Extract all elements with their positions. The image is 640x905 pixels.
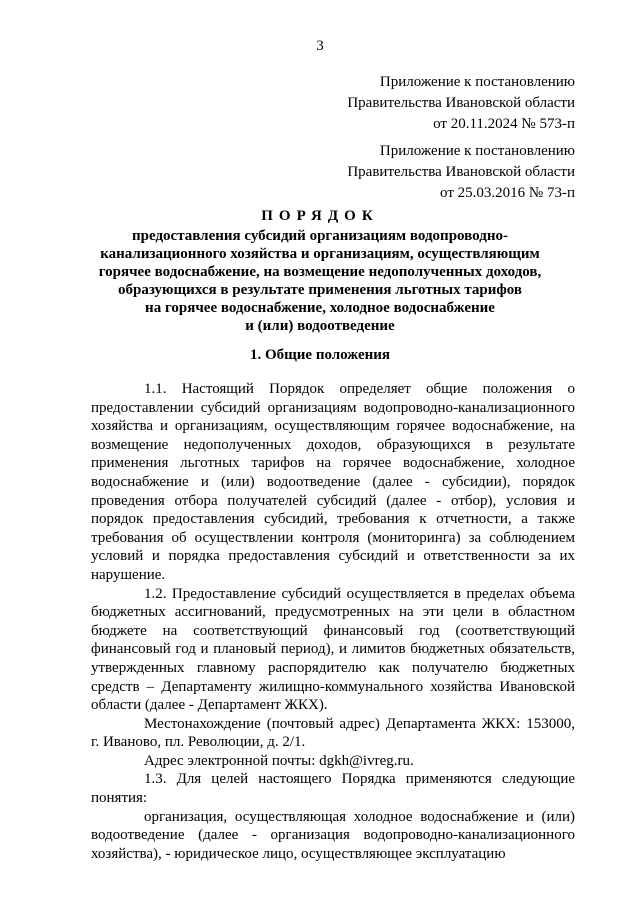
title-heading: ПОРЯДОК	[261, 208, 379, 224]
document-title	[60, 207, 580, 335]
paragraph-address: Местонахождение (почтовый адрес) Департамента ЖКХ: 153000, г. Иваново, пл. Революции, д. 2/1.	[91, 715, 575, 751]
appendix-line: Приложение к постановлению	[379, 143, 575, 159]
title-line: предоставления субсидий организациям водопроводно-	[132, 228, 508, 244]
title-line: канализационного хозяйства и организациям, осуществляющим	[100, 246, 540, 262]
appendix-date: от 20.11.2024 № 573-п	[433, 116, 575, 132]
paragraph-email: Адрес электронной почты: dgkh@ivreg.ru.	[144, 752, 414, 769]
section-heading: 1. Общие положения	[249, 347, 391, 363]
appendix-reference-current	[347, 72, 575, 135]
page-number: 3	[316, 38, 324, 54]
appendix-line: Правительства Ивановской области	[347, 95, 575, 111]
paragraph-1-3: 1.3. Для целей настоящего Порядка применяются следующие понятия:	[91, 771, 575, 807]
appendix-line: Приложение к постановлению	[379, 74, 575, 90]
appendix-reference-original	[347, 141, 575, 204]
paragraph-definition: организация, осуществляющая холодное водоснабжение и (или) водоотведение (далее - организация водопроводно-канализационного хозяйства), - юридическое лицо, осуществляющее эксплуатацию	[91, 808, 575, 862]
paragraph-1-2: 1.2. Предоставление субсидий осуществляется в пределах объема бюджетных ассигнований, предусмотренных на эти цели в областном бюджете на соответствующий финансовый год (соответствующий финансовый год и плановый период), и лимитов бюджетных обязательств, утвержденных главному распорядителю как получателю бюджетных средств – Департаменту жилищно-коммунального хозяйства Ивановской области (далее - Департамент ЖКХ).	[91, 585, 575, 714]
title-line: образующихся в результате применения льготных тарифов	[118, 282, 522, 298]
title-line: и (или) водоотведение	[245, 318, 395, 334]
paragraph-1-1: 1.1. Настоящий Порядок определяет общие положения о предоставлении субсидий организациям водопроводно-канализационного хозяйства и организациям, осуществляющим горячее водоснабжение, на возмещение недополученных доходов, образующихся в результате применения льготных тарифов на горячее водоснабжение, холодное водоснабжение и (или) водоотведение (далее - субсидии), порядок проведения отбора получателей субсидий (далее - отбор), условия и порядок предоставления субсидий, требования к отчетности, а также требования об осуществлении контроля (мониторинга) за соблюдением условий и порядка предоставления субсидий и ответственности за их нарушение.	[91, 381, 575, 583]
title-line: на горячее водоснабжение, холодное водоснабжение	[145, 300, 495, 316]
appendix-date: от 25.03.2016 № 73-п	[440, 185, 575, 201]
body-text	[91, 380, 575, 863]
appendix-line: Правительства Ивановской области	[347, 164, 575, 180]
title-line: горячее водоснабжение, на возмещение недополученных доходов,	[98, 264, 542, 280]
